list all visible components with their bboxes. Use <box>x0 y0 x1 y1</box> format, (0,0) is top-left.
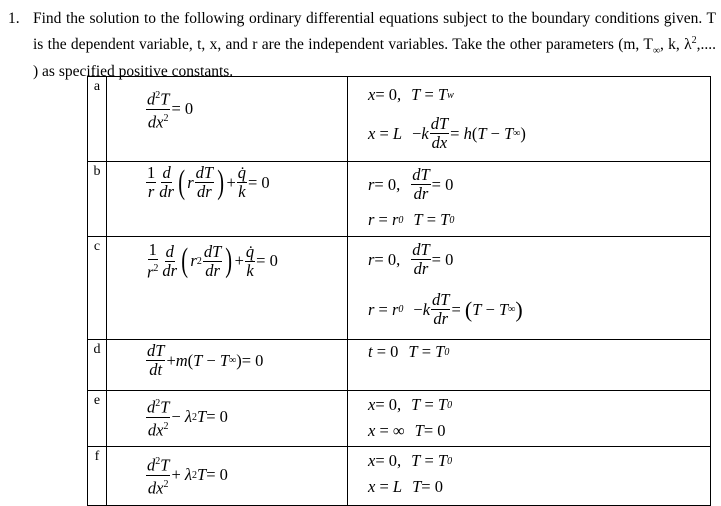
row-label: f <box>88 447 107 506</box>
row-label: a <box>88 77 107 162</box>
boundary-conditions: x = 0, T = T w x = L − k $\frac{dT}{dx}$ = h ( T − T ∞ ) <box>348 77 711 162</box>
differential-equation: $\frac{1}{r^2}$ $\frac{d}{dr}$ ( r 2 $\frac{dT}{dr}$ ) + $\frac{q̇}{k}$ = 0 <box>107 237 348 340</box>
problem-text: Find the solution to the following ordinary differential equations subject to the boundary conditions given. T is the dependent variable, t, x, and r are the independent variables. Take the other parameters (m, $T_\infty$, k, $\lambda^2$,.... ) as specified positive constants. <box>33 10 717 81</box>
differential-equation: $\frac{d^2T}{dx^2}$ + λ 2 T = 0 <box>107 447 348 506</box>
problem-statement <box>8 8 716 83</box>
row-label: b <box>88 162 107 237</box>
table-row <box>88 340 711 391</box>
differential-equation: $\frac{dT}{dt}$ + m ( T − T ∞ ) = 0 <box>107 340 348 391</box>
row-label: e <box>88 391 107 447</box>
problem-number: 1. <box>8 10 20 27</box>
boundary-conditions: x = 0, T = T 0 x = L T = 0 <box>348 447 711 506</box>
differential-equation: $\frac{d^2T}{dx^2}$ − λ 2 T = 0 <box>107 391 348 447</box>
boundary-conditions: x = 0, T = T 0 x = ∞ T = 0 <box>348 391 711 447</box>
table-row <box>88 391 711 447</box>
table-row <box>88 447 711 506</box>
boundary-conditions: r = 0, $\frac{dT}{dr}$ = 0 r = r 0 − k $\frac{dT}{dr}$ = ( T − T ∞ ) <box>348 237 711 340</box>
boundary-conditions: r = 0, $\frac{dT}{dr}$ = 0 r = r 0 T = T 0 <box>348 162 711 237</box>
row-label: c <box>88 237 107 340</box>
row-label: d <box>88 340 107 391</box>
boundary-conditions: t = 0 T = T 0 <box>348 340 711 391</box>
differential-equation: $\frac{1}{r}$ $\frac{d}{dr}$ ( r $\frac{dT}{dr}$ ) + $\frac{q̇}{k}$ = 0 <box>107 162 348 237</box>
table-row <box>88 162 711 237</box>
table-row <box>88 77 711 162</box>
differential-equation: $\frac{d^2T}{dx^2}$ = 0 <box>107 77 348 162</box>
equation-table <box>87 76 711 506</box>
table-row <box>88 237 711 340</box>
